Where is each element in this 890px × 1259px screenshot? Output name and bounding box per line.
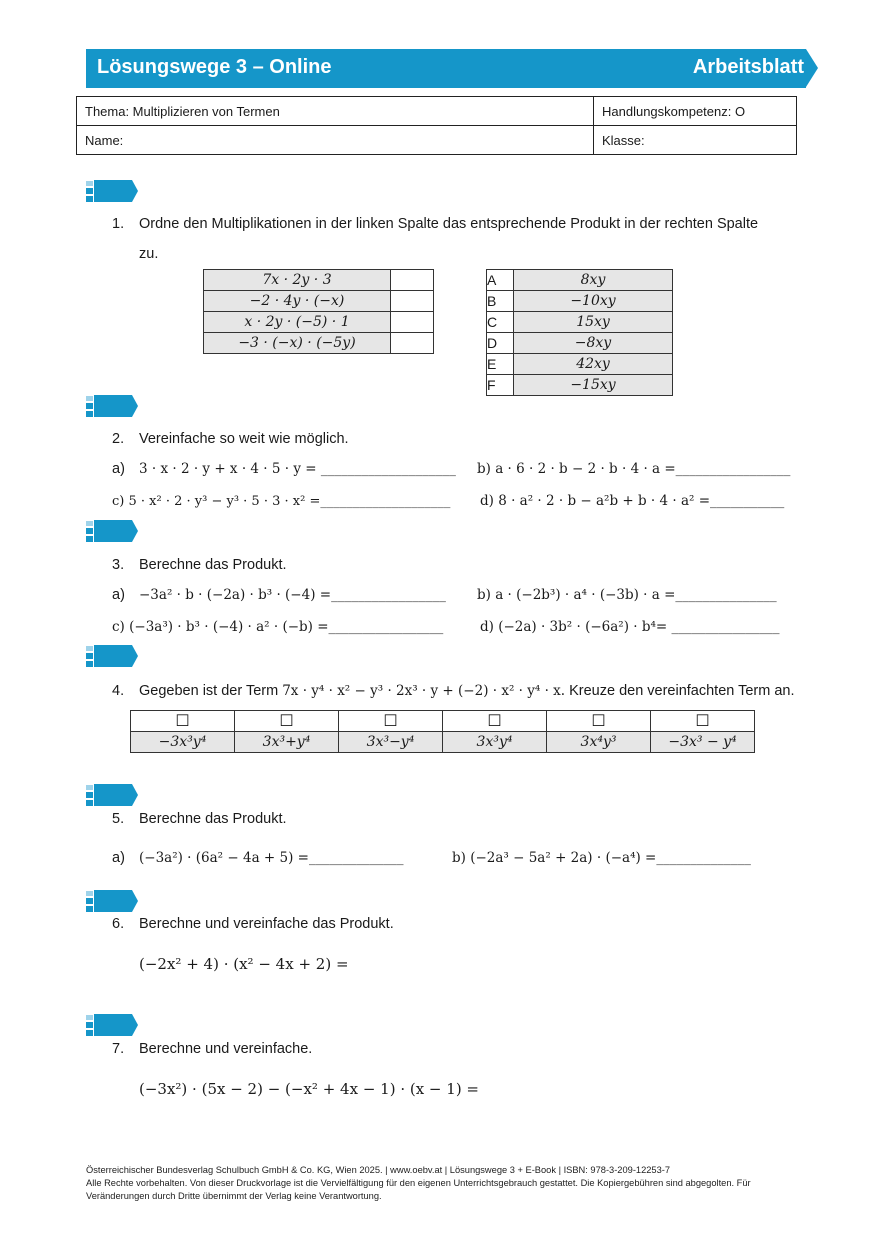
task-marker-icon: [86, 520, 136, 544]
table-row: [204, 312, 434, 333]
answer-cell[interactable]: [391, 312, 434, 333]
task-3-d[interactable]: d) (−2a) · 3b² · (−6a²) · b⁴= ________________: [480, 619, 780, 635]
table-row: [487, 291, 673, 312]
answer-cell[interactable]: [391, 291, 434, 312]
task-4-text: [139, 682, 795, 701]
task-5-text: Berechne das Produkt.: [139, 811, 287, 827]
task-marker-icon: [86, 1014, 136, 1038]
task-3-b[interactable]: b) a · (−2b³) · a⁴ · (−3b) · a =_______________: [477, 587, 777, 603]
checkbox[interactable]: ☐: [651, 711, 755, 732]
answer-cell[interactable]: [391, 270, 434, 291]
task-3-a[interactable]: −3a² · b · (−2a) · b³ · (−4) =_________________: [139, 587, 446, 603]
footer-line: Alle Rechte vorbehalten. Von dieser Druckvorlage ist die Vervielfältigung für den eigenen Unterrichtsgebrauch gestattet. Die Kopiergebühren sind abgegolten. Für: [86, 1178, 751, 1188]
topic-cell: Thema: Multiplizieren von Termen: [77, 97, 594, 126]
option-letter: F: [487, 375, 514, 396]
task-7-expression: (−3x²) · (5x − 2) − (−x² + 4x − 1) · (x − 1) =: [139, 1080, 480, 1098]
competence-cell: Handlungskompetenz: O: [594, 97, 797, 126]
option-letter: B: [487, 291, 514, 312]
task-2-a-label: a): [112, 461, 125, 477]
checkbox[interactable]: ☐: [131, 711, 235, 732]
task-marker-icon: [86, 784, 136, 808]
table-cell: −2 · 4y · (−x): [204, 291, 391, 312]
checkbox[interactable]: ☐: [547, 711, 651, 732]
table-row: [487, 270, 673, 291]
option-term: 3x⁴y³: [547, 732, 651, 753]
option-letter: A: [487, 270, 514, 291]
checkbox[interactable]: ☐: [339, 711, 443, 732]
table-row: [204, 333, 434, 354]
header-banner-arrow: [806, 49, 818, 87]
task-1-number: 1.: [112, 216, 125, 232]
task-2-b[interactable]: b) a · 6 · 2 · b − 2 · b · 4 · a =_________________: [477, 461, 791, 477]
header-doc-type: Arbeitsblatt: [692, 56, 804, 78]
task-5-b[interactable]: b) (−2a³ − 5a² + 2a) · (−a⁴) =______________: [452, 850, 751, 866]
task-2-a[interactable]: 3 · x · 2 · y + x · 4 · 5 · y = ____________________: [139, 461, 456, 477]
table-cell: 8xy: [514, 270, 673, 291]
task-1-text-cont: zu.: [139, 246, 159, 262]
table-cell: −3 · (−x) · (−5y): [204, 333, 391, 354]
option-term: 3x³−y⁴: [339, 732, 443, 753]
task-2-d[interactable]: d) 8 · a² · 2 · b − a²b + b · 4 · a² =___________: [480, 493, 785, 509]
info-table: [76, 96, 797, 155]
task-3-c[interactable]: c) (−3a³) · b³ · (−4) · a² · (−b) =_________________: [112, 619, 444, 635]
option-term: −3x³y⁴: [131, 732, 235, 753]
task-2-number: 2.: [112, 431, 125, 447]
task-4-text-pre: Gegeben ist der Term: [139, 683, 279, 699]
task-3-text: Berechne das Produkt.: [139, 557, 287, 573]
task-3-number: 3.: [112, 557, 125, 573]
task-1-right-table: [486, 269, 673, 396]
table-cell: 42xy: [514, 354, 673, 375]
option-letter: E: [487, 354, 514, 375]
table-cell: −15xy: [514, 375, 673, 396]
footer: [86, 1164, 751, 1203]
task-2-c[interactable]: c) 5 · x² · 2 · y³ − y³ · 5 · 3 · x² =____________________: [112, 494, 451, 509]
table-row: [487, 375, 673, 396]
task-4-number: 4.: [112, 683, 125, 699]
answer-cell[interactable]: [391, 333, 434, 354]
table-cell: −10xy: [514, 291, 673, 312]
option-term: −3x³ − y⁴: [651, 732, 755, 753]
table-row: [487, 312, 673, 333]
table-cell: 15xy: [514, 312, 673, 333]
task-5-a-label: a): [112, 850, 125, 866]
task-6-expression: (−2x² + 4) · (x² − 4x + 2) =: [139, 955, 349, 973]
task-marker-icon: [86, 645, 136, 669]
table-cell: x · 2y · (−5) · 1: [204, 312, 391, 333]
header-title: Lösungswege 3 – Online: [97, 56, 332, 78]
task-4-choice-table: [130, 710, 755, 753]
task-2-text: Vereinfache so weit wie möglich.: [139, 431, 349, 447]
table-row: [204, 270, 434, 291]
table-cell: −8xy: [514, 333, 673, 354]
task-7-number: 7.: [112, 1041, 125, 1057]
task-1-left-table: [203, 269, 434, 354]
footer-line: Veränderungen durch Dritte übernimmt der Verlag keine Verantwortung.: [86, 1191, 382, 1201]
task-5-a[interactable]: (−3a²) · (6a² − 4a + 5) =______________: [139, 850, 404, 866]
task-4-text-post: Kreuze den vereinfachten Term an.: [569, 683, 795, 699]
option-letter: C: [487, 312, 514, 333]
table-row: [487, 354, 673, 375]
task-marker-icon: [86, 180, 136, 204]
option-term: 3x³y⁴: [443, 732, 547, 753]
task-3-a-label: a): [112, 587, 125, 603]
footer-line: Österreichischer Bundesverlag Schulbuch GmbH & Co. KG, Wien 2025. | www.oebv.at | Lösungswege 3 + E-Book | ISBN: 978-3-209-12253-7: [86, 1165, 671, 1175]
task-7-text: Berechne und vereinfache.: [139, 1041, 313, 1057]
task-6-text: Berechne und vereinfache das Produkt.: [139, 916, 394, 932]
checkbox[interactable]: ☐: [235, 711, 339, 732]
table-row: [204, 291, 434, 312]
option-term: 3x³+y⁴: [235, 732, 339, 753]
table-cell: 7x · 2y · 3: [204, 270, 391, 291]
name-field[interactable]: Name:: [77, 126, 594, 155]
task-6-number: 6.: [112, 916, 125, 932]
task-5-number: 5.: [112, 811, 125, 827]
task-1-text: Ordne den Multiplikationen in der linken Spalte das entsprechende Produkt in der rechten Spalte: [139, 216, 759, 232]
task-4-term: 7x · y⁴ · x² − y³ · 2x³ · y + (−2) · x² · y⁴ · x.: [282, 683, 566, 699]
checkbox[interactable]: ☐: [443, 711, 547, 732]
class-field[interactable]: Klasse:: [594, 126, 797, 155]
table-row: [487, 333, 673, 354]
option-letter: D: [487, 333, 514, 354]
task-marker-icon: [86, 395, 136, 419]
task-marker-icon: [86, 890, 136, 914]
